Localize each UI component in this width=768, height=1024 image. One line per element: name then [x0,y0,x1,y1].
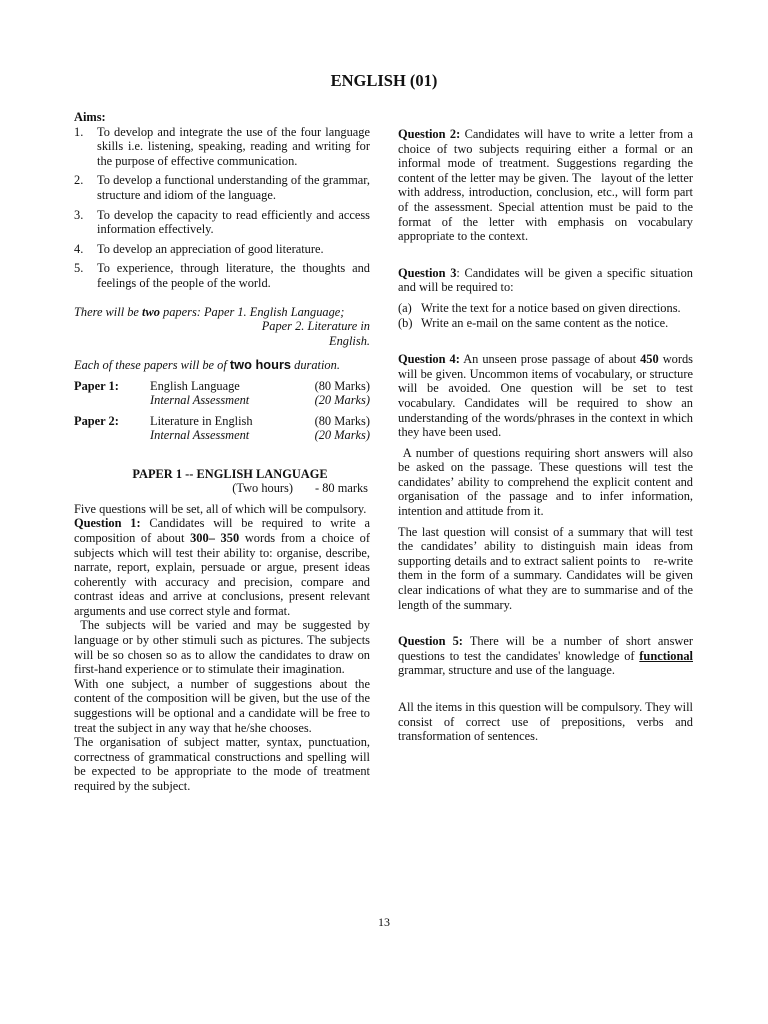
paper-marks: (80 Marks) [314,378,370,393]
list-item [398,301,693,316]
duration-post: duration. [291,358,340,373]
question-text: grammar, structure and use of the language. [398,663,615,678]
table-row [74,379,370,393]
papers-intro-pre: There will be [74,304,143,319]
table-row [74,393,370,407]
list-item-number: 4. [74,241,84,256]
duration-hours: two hours [229,357,292,373]
papers-table [74,379,370,443]
question-5-para-2: All the items in this question will be compulsory. They will consist of correct use of prepositions, verbs and transformation of sentences. [398,700,693,744]
papers-count: two [142,304,160,319]
question-4-para-2: A number of questions requiring short answers will also be asked on the passage. These questions will test the candidates’ ability to comprehend the explicit content and organisation of the passage and to infer information, intention and attitude from it. [398,445,697,519]
question-text: An unseen prose passage of about [459,352,641,367]
list-item [74,261,370,290]
word-count: 450 [640,352,659,367]
question-5 [398,634,693,678]
list-item [74,173,370,202]
internal-assessment-label: Internal Assessment [150,393,250,408]
internal-assessment-marks: (20 Marks) [314,428,370,443]
aims-heading: Aims: [74,110,106,124]
question-label: Question 2: [398,127,461,141]
page-title: ENGLISH (01) [330,71,438,90]
internal-assessment-label: Internal Assessment [150,428,250,443]
question-label: Question 3 [398,265,457,280]
papers-intro-post: papers: Paper 1. English Language; [159,304,345,319]
question-1-para-2: The subjects will be varied and may be suggested by language or by other stimuli such as pictures. The subjects will be so chosen so as to allow the candidates to draw on first-hand experience or to stimulate their imagination. [74,618,374,677]
list-item [74,208,370,237]
question-text: Candidates will be required to write a composition of about [74,516,370,545]
list-item-text: To experience, through literature, the thoughts and feelings of the people of the world. [97,261,370,290]
question-label: Question 1: [74,516,141,531]
list-item-text: To develop and integrate the use of the four language skills i.e. listening, speaking, reading and writing for the purpose of effective communication. [97,124,370,168]
paper2-label: Paper 2. Literature in English. [261,319,370,348]
paper-label: Paper 2: [74,413,119,428]
right-column [398,127,697,744]
list-item-number: 5. [74,261,84,276]
question-1 [74,516,370,618]
question-4 [398,352,693,440]
question-text: words from a choice of subjects which will test their ability to: organise, describe, narrate, report, explain, persuade or argue, present ideas coherently with accuracy and precision, compare and contrast ideas and arrive at conclusions, present relevant arguments and use correct style and format. [74,530,371,618]
list-item-number: (b) [398,315,413,330]
list-item-text: Write the text for a notice based on given directions. [421,300,681,315]
list-item-text: Write an e-mail on the same content as the notice. [421,315,669,330]
question-3 [398,266,693,295]
question-text: words will be given. Uncommon items of vocabulary, or structure will be avoided. One question will be set to test vocabulary. Candidates will be required to show an understanding of the words/phrases in the context in which they have been used. [398,352,693,440]
question-label: Question 5: [398,634,463,649]
page-number: 13 [378,915,390,929]
question-text: : Candidates will be given a specific situation and will be required to: [398,265,693,295]
left-column [74,110,374,794]
list-item-number: 2. [74,173,84,188]
question-text: Candidates will have to write a letter from a choice of two subjects requiring either a formal or an informal mode of treatment. Suggestions regarding the content of the letter may be given. The layout of the letter with address, introduction, conclusion, etc., will form part of the assessment. Special attention must be paid to the format of the letter with emphasis on vocabulary appropriate to the context. [398,127,697,244]
list-item-number: (a) [398,300,412,315]
question-1-para-4: The organisation of subject matter, syntax, punctuation, correctness of grammatical constructions and spelling will be expected to be appropriate to the mode of treatment required by the subject. [74,735,370,793]
list-item [74,242,370,257]
list-item [398,316,693,331]
papers-intro [74,305,370,349]
paper-name: Literature in English [150,413,253,428]
paper-label: Paper 1: [74,378,119,393]
paper1-duration [74,481,370,496]
paper-name: English Language [150,378,240,393]
paper1-heading: PAPER 1 -- ENGLISH LANGUAGE [132,466,328,481]
paper1-intro: Five questions will be set, all of which will be compulsory. [74,501,367,516]
list-item [74,125,370,169]
internal-assessment-marks: (20 Marks) [314,393,370,408]
question-2 [398,127,697,244]
duration-text [74,358,370,373]
duration-pre: Each of these papers will be of [74,358,230,373]
table-row [74,414,370,428]
aims-list [74,125,370,291]
paper1-time: (Two hours) [232,481,293,496]
list-item-number: 3. [74,207,84,222]
list-item-text: To develop the capacity to read efficiently and access information effectively. [97,207,370,237]
emphasis-functional: functional [639,648,693,663]
question-text: There will be a number of short answer questions to test the candidates' knowledge of [398,634,693,663]
paper-marks: (80 Marks) [314,413,370,428]
question-3-list [398,301,693,330]
list-item-text: To develop a functional understanding of the grammar, structure and idiom of the language. [97,173,370,202]
list-item-number: 1. [74,124,84,139]
question-label: Question 4: [398,352,460,367]
word-count: 300– 350 [190,530,240,545]
paper1-marks: - 80 marks [315,481,368,496]
table-row [74,428,370,442]
question-1-para-3: With one subject, a number of suggestions about the content of the composition will be given, but the use of the suggestions will be optional and a candidate will be free to treat the subject in any way that he/she chooses. [74,676,370,735]
question-4-para-3: The last question will consist of a summary that will test the candidates’ ability to distinguish main ideas from supporting details and to extract salient points to re-write them in the form of a summary. Candidates will be given clear indications of what they are to summarise and of the length of the summary. [398,524,697,612]
list-item-text: To develop an appreciation of good literature. [97,241,324,256]
